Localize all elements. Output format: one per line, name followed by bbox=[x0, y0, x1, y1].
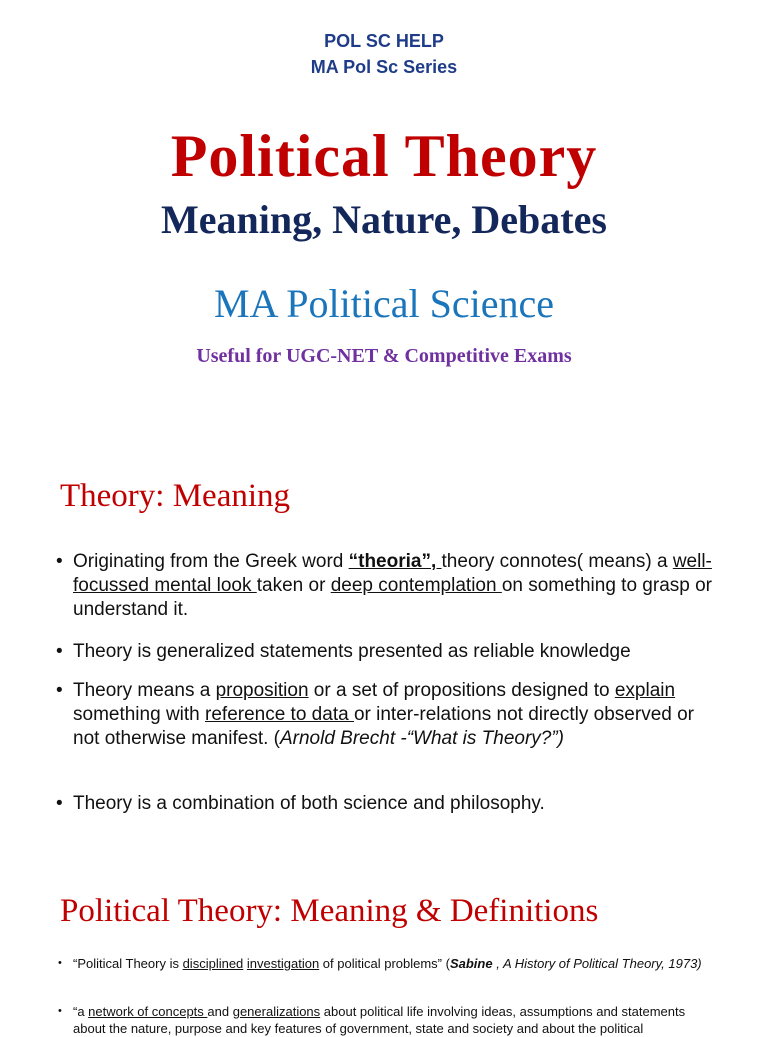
bullet-list bbox=[56, 679, 716, 751]
underlined-phrase: well-focussed mental look bbox=[73, 551, 712, 596]
underlined-phrase: proposition bbox=[215, 680, 309, 701]
document-title: Political Theory bbox=[170, 123, 598, 189]
definition-list bbox=[56, 955, 716, 972]
bullet-item-theoria: • Originating from the Greek word “theoria”, theory connotes( means) a well-focussed mental look taken or deep contemplation on something to grasp or understand it. bbox=[56, 550, 716, 622]
bullet-list bbox=[56, 640, 716, 664]
definition-item-sabine: • “Political Theory is disciplined investigation of political problems” (Sabine , A History of Political Theory, 1973) bbox=[56, 955, 716, 972]
bullet-list bbox=[56, 550, 716, 622]
definition-list bbox=[56, 1003, 716, 1037]
underlined-phrase: investigation bbox=[246, 956, 320, 971]
term-theoria: “theoria”, bbox=[348, 551, 442, 572]
program-name: MA Political Science bbox=[214, 281, 554, 326]
author-name: Sabine bbox=[449, 956, 493, 971]
underlined-phrase: disciplined bbox=[182, 956, 244, 971]
header-line-2: MA Pol Sc Series bbox=[310, 57, 458, 77]
citation: Arnold Brecht -“What is Theory?”) bbox=[279, 728, 565, 749]
header-line-1: POL SC HELP bbox=[324, 31, 444, 51]
useful-for-note: Useful for UGC-NET & Competitive Exams bbox=[196, 345, 572, 367]
underlined-phrase: deep contemplation bbox=[330, 575, 502, 596]
underlined-phrase: explain bbox=[614, 680, 676, 701]
section-heading-political-theory: Political Theory: Meaning & Definitions bbox=[60, 893, 599, 929]
citation: , A History of Political Theory, 1973) bbox=[492, 956, 702, 971]
bullet-list bbox=[56, 792, 716, 816]
bullet-item-proposition: • Theory means a proposition or a set of propositions designed to explain something with reference to data or inter-relations not directly observed or not otherwise manifest. (Arnold Brecht -“What is Theory?”) bbox=[56, 679, 716, 751]
underlined-phrase: reference to data bbox=[205, 704, 354, 725]
underlined-phrase: network of concepts bbox=[88, 1004, 208, 1019]
underlined-phrase: generalizations bbox=[232, 1004, 321, 1019]
section-heading-theory-meaning: Theory: Meaning bbox=[60, 478, 291, 514]
definition-item-network: • “a network of concepts and generalizations about political life involving ideas, assumptions and statements about the nature, purpose and key features of government, state and society and about the political bbox=[56, 1003, 716, 1037]
document-subtitle: Meaning, Nature, Debates bbox=[161, 197, 607, 242]
bullet-item-generalized: • Theory is generalized statements presented as reliable knowledge bbox=[56, 640, 716, 664]
bullet-item-science-philosophy: • Theory is a combination of both science and philosophy. bbox=[56, 792, 716, 816]
